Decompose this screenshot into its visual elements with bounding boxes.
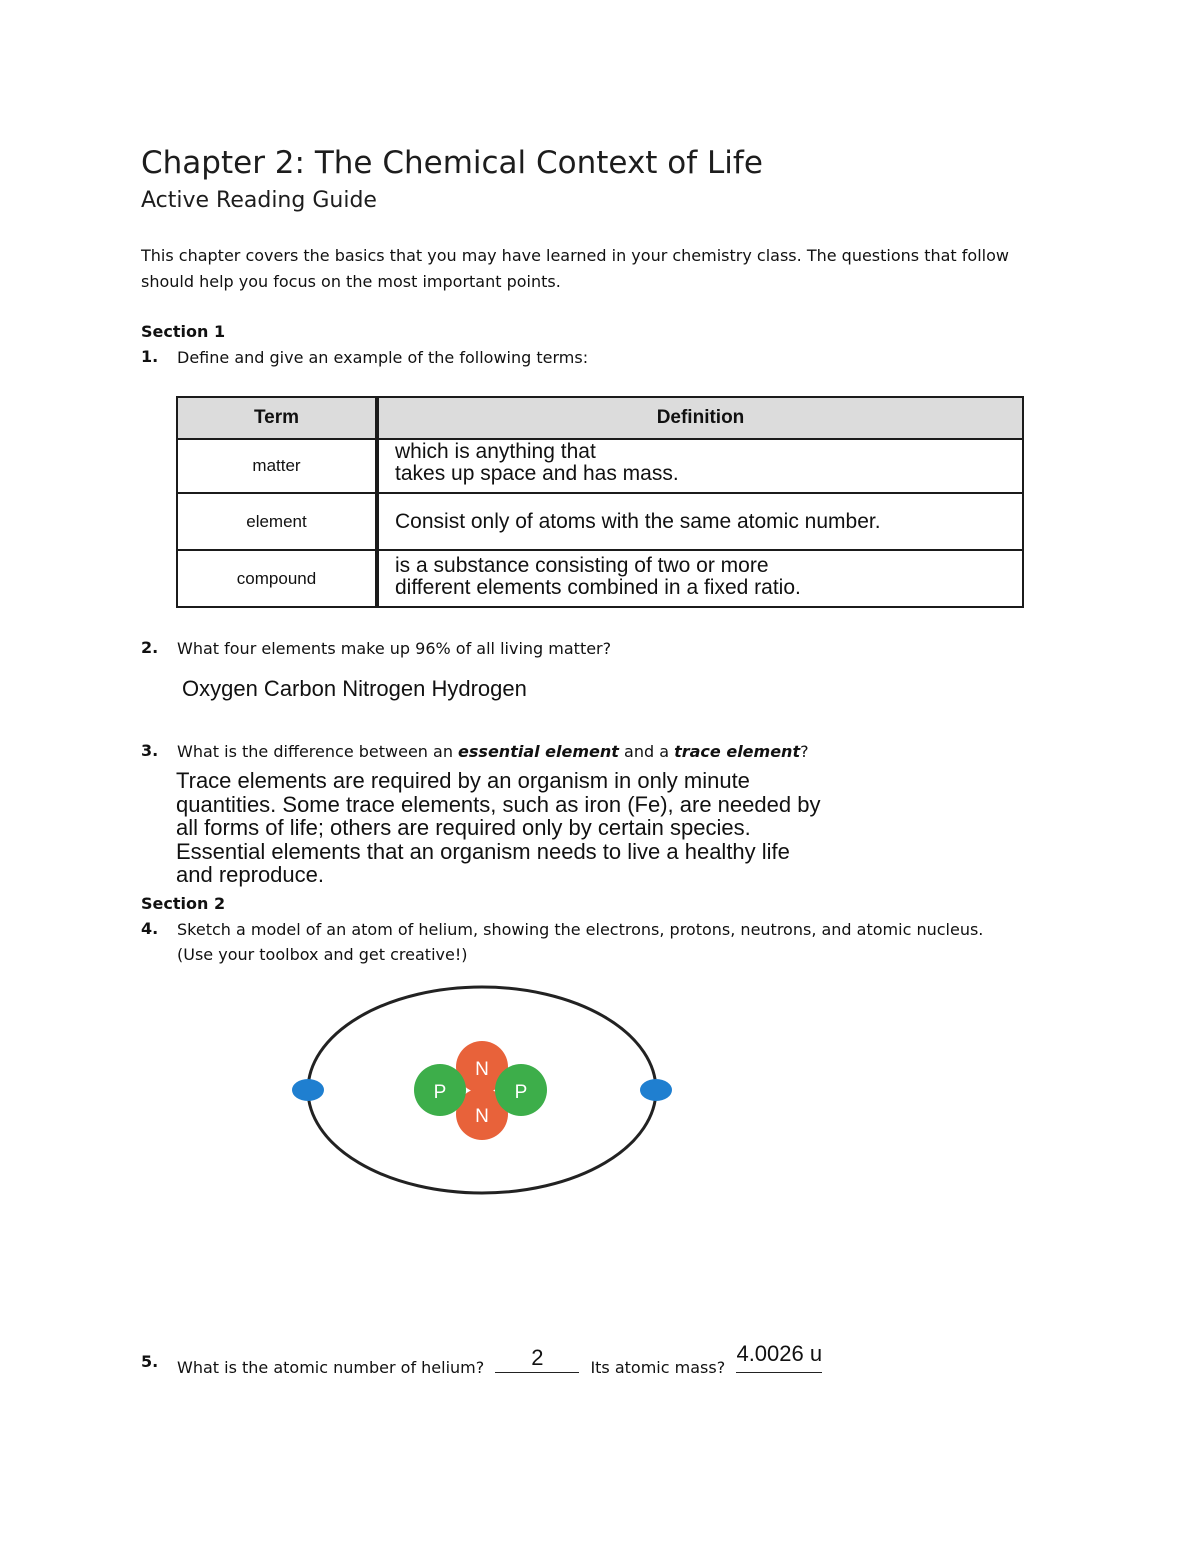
atomic-number-answer: 2 <box>531 1345 544 1370</box>
section-1-heading: Section 1 <box>141 322 226 341</box>
definition-cell <box>377 439 1023 493</box>
question-3-text-part: and a <box>618 742 675 761</box>
question-1-text: Define and give an example of the following terms: <box>177 348 589 367</box>
question-4-text-line2: (Use your toolbox and get creative!) <box>177 945 468 964</box>
answer-line: all forms of life; others are required only by certain species. <box>176 815 751 840</box>
table-row <box>177 550 1023 607</box>
definition-cell <box>377 493 1023 550</box>
neutron-bottom-label: N <box>475 1106 489 1127</box>
question-3-answer <box>176 769 820 887</box>
terms-table-header-row <box>177 397 1023 439</box>
atomic-mass-answer: 4.0026 u <box>736 1341 823 1366</box>
helium-atom-sketch <box>280 975 690 1205</box>
proton-right-label: P <box>514 1082 528 1103</box>
proton-left-label: P <box>433 1082 447 1103</box>
question-5-number: 5. <box>141 1352 159 1371</box>
question-1-number: 1. <box>141 347 159 366</box>
page-title: Chapter 2: The Chemical Context of Life <box>141 145 763 181</box>
question-4-number: 4. <box>141 919 159 938</box>
question-2-text: What four elements make up 96% of all living matter? <box>177 639 612 658</box>
term-cell: compound <box>177 550 377 607</box>
answer-line: Essential elements that an organism needs to live a healthy life <box>176 838 790 864</box>
trace-element-term: trace element <box>674 742 801 761</box>
answer-line: quantities. Some trace elements, such as iron (Fe), are needed by <box>176 791 821 817</box>
definition-line: takes up space and has mass. <box>395 462 679 485</box>
question-5-text-1: What is the atomic number of helium? <box>177 1358 485 1377</box>
term-column-header: Term <box>177 397 377 439</box>
electron-left <box>292 1079 324 1101</box>
answer-line: Trace elements are required by an organism in only minute <box>176 768 750 793</box>
question-2-number: 2. <box>141 638 159 657</box>
definition-line: is a substance consisting of two or more <box>395 553 769 577</box>
question-3-text <box>177 739 809 764</box>
question-5-line <box>177 1341 823 1380</box>
question-5-text-2: Its atomic mass? <box>590 1358 726 1377</box>
atomic-mass-blank[interactable] <box>736 1341 823 1373</box>
definition-line: which is anything that <box>395 440 596 463</box>
definition-column-header: Definition <box>377 397 1023 439</box>
atomic-number-blank[interactable] <box>495 1345 579 1373</box>
table-row <box>177 493 1023 550</box>
page-subtitle: Active Reading Guide <box>141 188 377 213</box>
question-2-answer: Oxygen Carbon Nitrogen Hydrogen <box>182 676 527 701</box>
table-row <box>177 439 1023 493</box>
definition-cell <box>377 550 1023 607</box>
definition-line: Consist only of atoms with the same atomic number. <box>395 509 881 533</box>
question-3-text-part: What is the difference between an <box>177 742 459 761</box>
answer-line: and reproduce. <box>176 862 324 887</box>
section-2-heading: Section 2 <box>141 894 226 913</box>
term-cell: element <box>177 493 377 550</box>
question-3-number: 3. <box>141 741 159 760</box>
question-4-text: Sketch a model of an atom of helium, showing the electrons, protons, neutrons, and atomic nucleus. <box>177 920 984 939</box>
definition-line: different elements combined in a fixed ratio. <box>395 575 801 599</box>
terms-table <box>176 396 1024 608</box>
essential-element-term: essential element <box>458 742 619 761</box>
question-3-text-part: ? <box>800 742 809 761</box>
term-cell: matter <box>177 439 377 493</box>
neutron-top-label: N <box>475 1059 489 1080</box>
intro-paragraph: This chapter covers the basics that you may have learned in your chemistry class. The questions that follow should help you focus on the most important points. <box>141 246 1009 291</box>
electron-right <box>640 1079 672 1101</box>
